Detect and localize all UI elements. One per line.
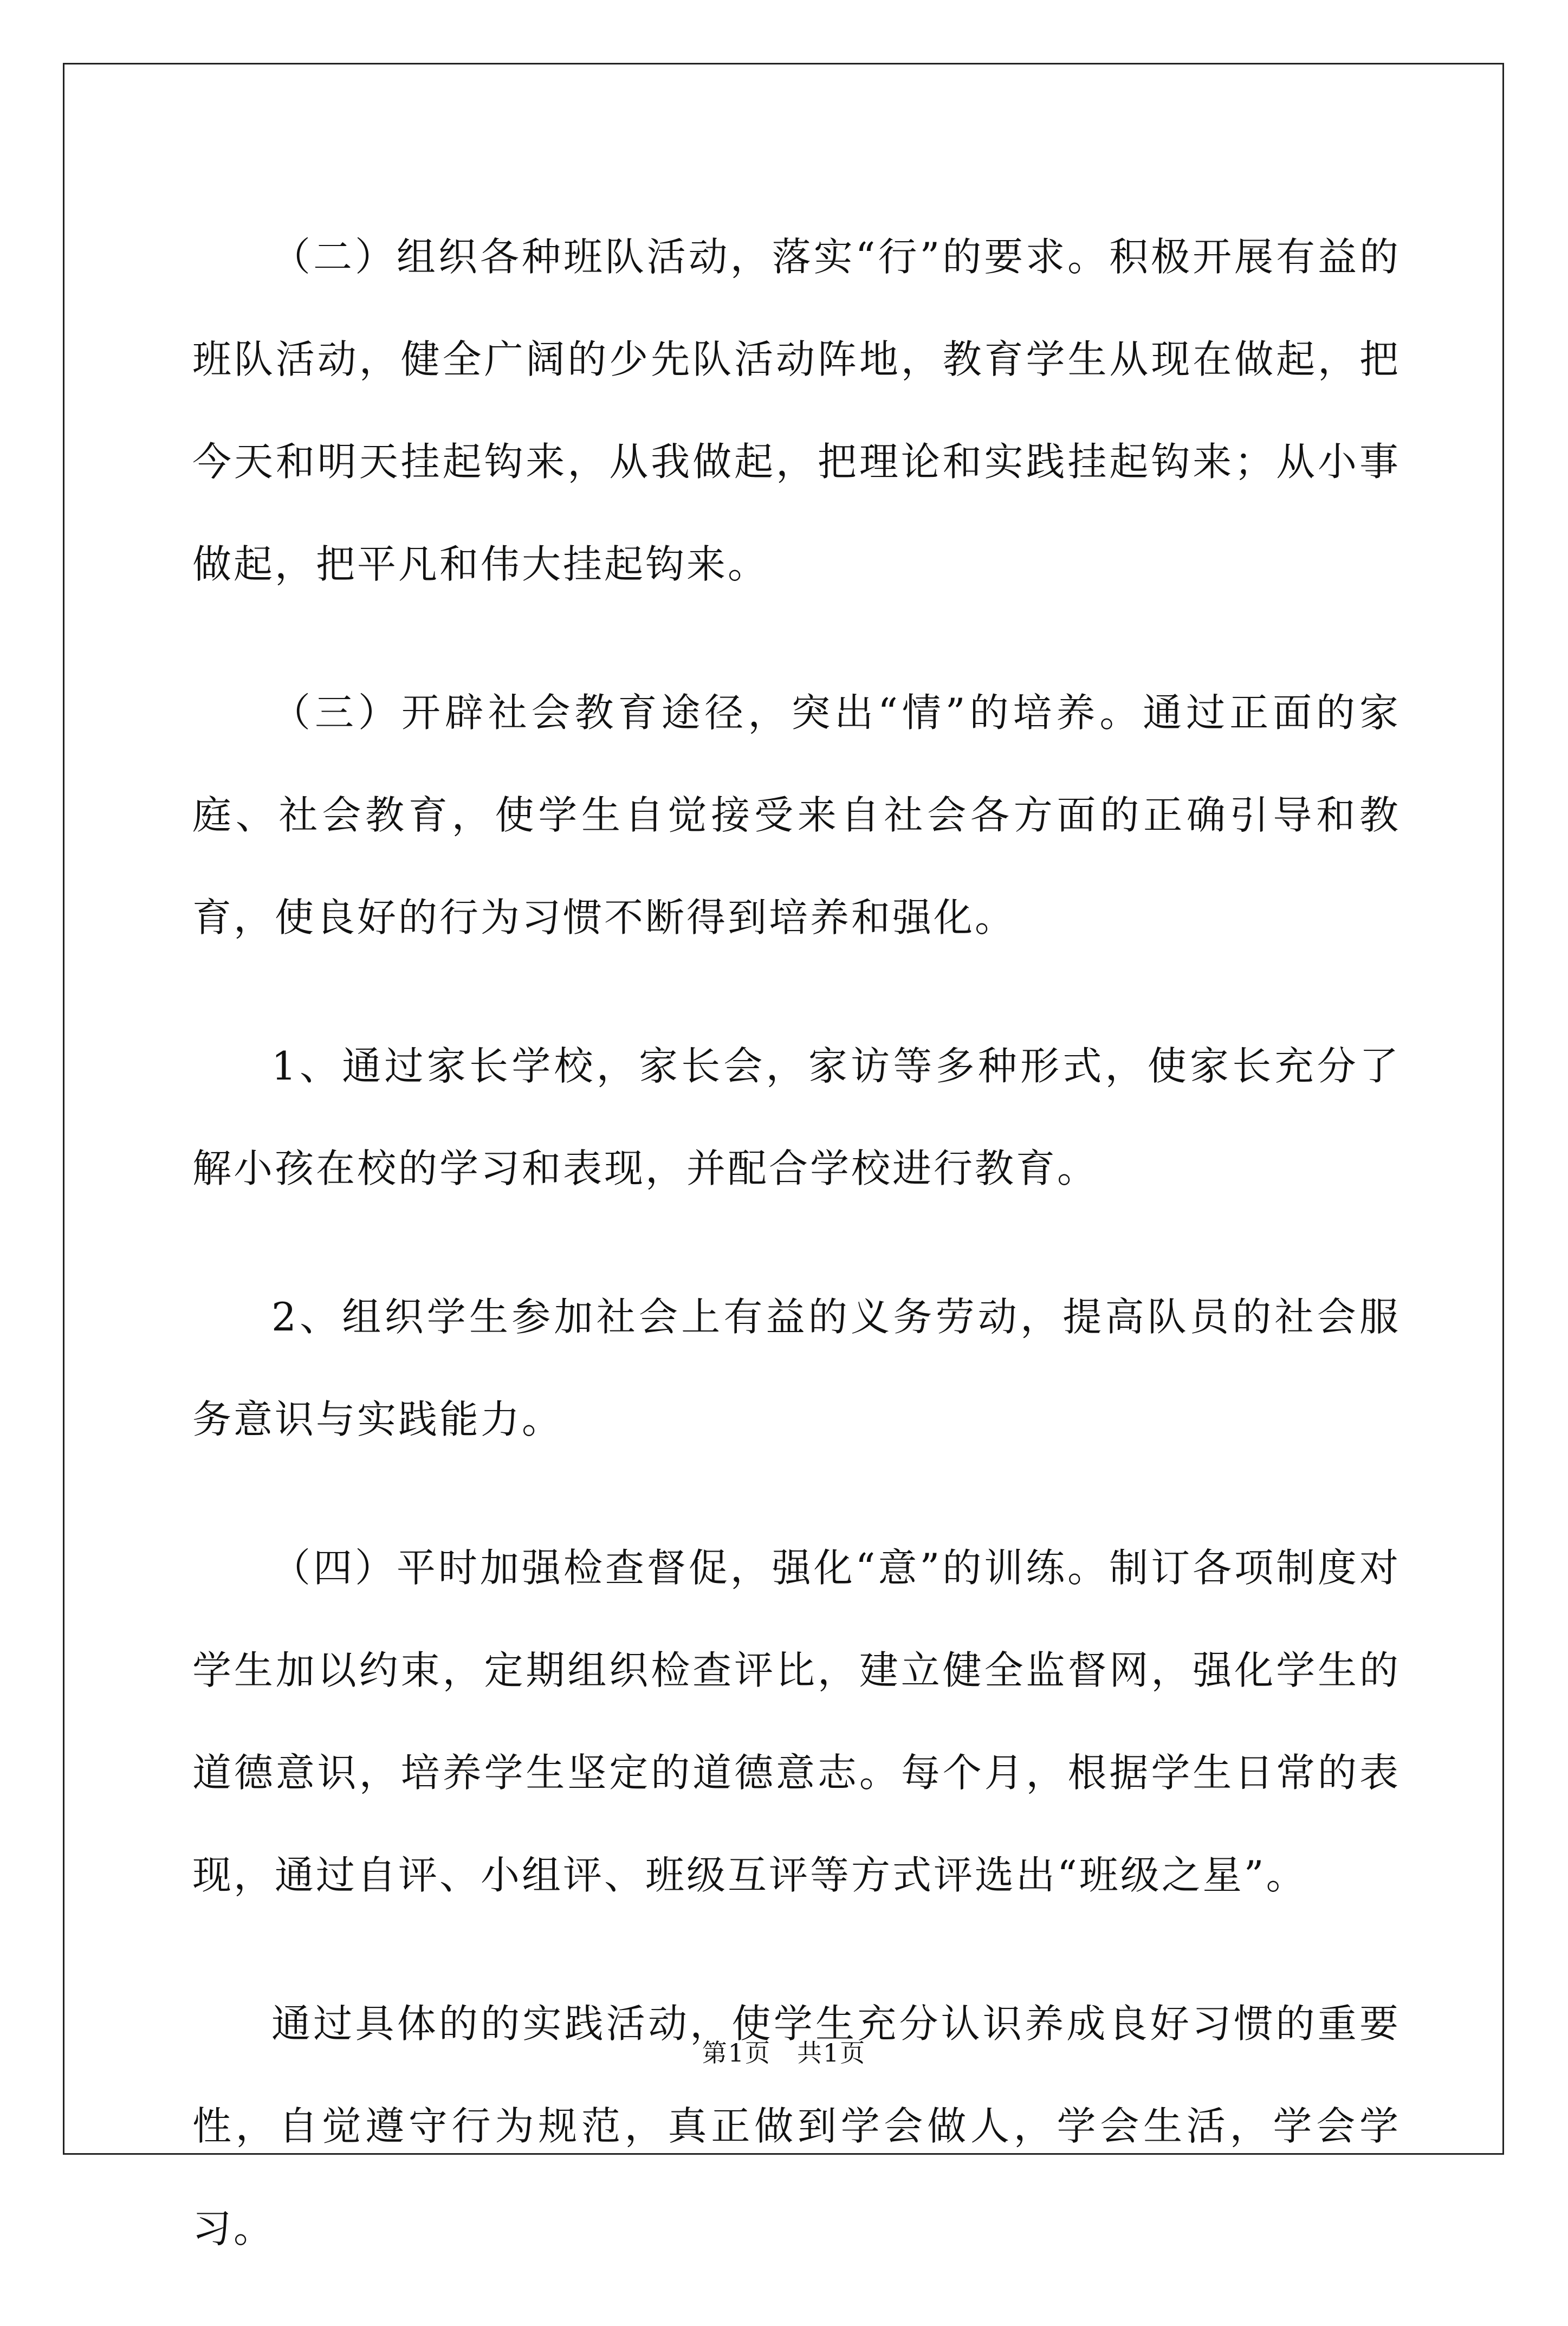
paragraph-3: （三）开辟社会教育途径，突出“情”的培养。通过正面的家庭、社会教育，使学生自觉接受来自社会各方面的正确引导和教育，使良好的行为习惯不断得到培养和强化。 xyxy=(192,690,1401,940)
page-footer: 第1页 共1页 xyxy=(702,2038,866,2067)
document-body xyxy=(192,206,1401,2326)
paragraph-4: （四）平时加强检查督促，强化“意”的训练。制订各项制度对学生加以约束，定期组织检查评比，建立健全监督网，强化学生的道德意识，培养学生坚定的道德意志。每个月，根据学生日常的表现，通过自评、小组评、班级互评等方式评选出“班级之星”。 xyxy=(192,1545,1401,1898)
paragraph-2: （二）组织各种班队活动，落实“行”的要求。积极开展有益的班队活动，健全广阔的少先队活动阵地，教育学生从现在做起，把今天和明天挂起钩来，从我做起，把理论和实践挂起钩来；从小事做起，把平凡和伟大挂起钩来。 xyxy=(192,234,1401,587)
paragraph-3-item-1: 1、通过家长学校，家长会，家访等多种形式，使家长充分了解小孩在校的学习和表现，并配合学校进行教育。 xyxy=(192,1043,1401,1191)
paragraph-3-item-2: 2、组织学生参加社会上有益的义务劳动，提高队员的社会服务意识与实践能力。 xyxy=(192,1294,1401,1442)
paragraph-conclusion: 通过具体的的实践活动，使学生充分认识养成良好习惯的重要性，自觉遵守行为规范，真正做到学会做人，学会生活，学会学习。 xyxy=(192,2001,1401,2251)
